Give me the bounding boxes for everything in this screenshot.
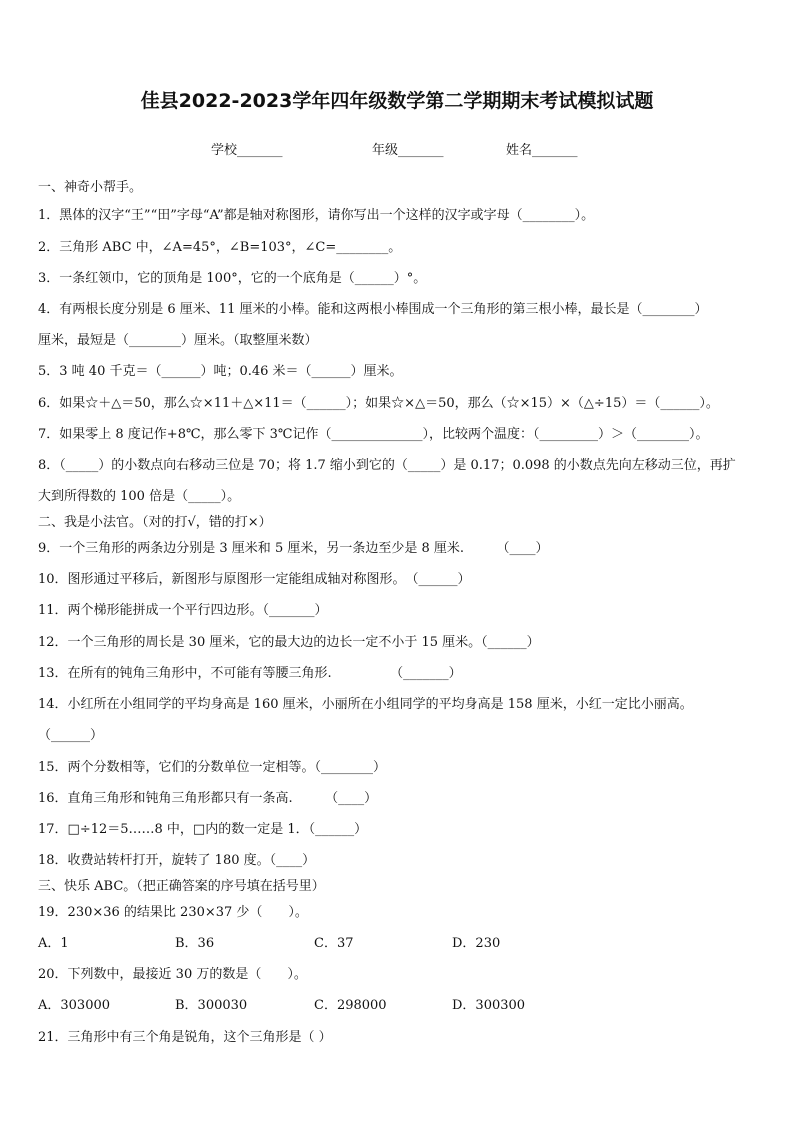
name-field: 姓名_______ [506,143,578,158]
page-title: 佳县2022-2023学年四年级数学第二学期期末考试模拟试题 [140,90,654,112]
school-field: 学校_______ [211,143,283,158]
question-20: 20．下列数中，最接近 30 万的数是（ ）。 [38,967,307,982]
question-7: 7．如果零上 8 度记作+8℃，那么零下 3℃记作（______________），比较两个温度：（_________）＞（________）。 [38,427,709,442]
grade-field: 年级_______ [372,143,444,158]
q20-option-a: A．303000 [38,998,111,1013]
q20-option-b: B．300030 [175,998,248,1013]
question-18: 18．收费站转杆打开，旋转了 180 度。（____） [38,853,316,868]
question-13: 13．在所有的钝角三角形中，不可能有等腰三角形. （_______） [38,666,462,681]
section-heading-2: 二、我是小法官。（对的打√，错的打×） [38,515,272,530]
q19-option-b: B．36 [175,936,215,951]
question-10: 10．图形通过平移后，新图形与原图形一定能组成轴对称图形。 （______） [38,572,471,587]
q20-option-c: C．298000 [314,998,387,1013]
question-14-line-1: 14．小红所在小组同学的平均身高是 160 厘米，小丽所在小组同学的平均身高是 158 厘米，小红一定比小丽高。 [38,697,693,712]
section-heading-3: 三、快乐 ABC。（把正确答案的序号填在括号里） [38,879,325,894]
question-3: 3．一条红领巾，它的顶角是 100°，它的一个底角是（______）°。 [38,271,427,286]
q19-option-d: D．230 [452,936,501,951]
question-16: 16．直角三角形和钝角三角形都只有一条高. （____） [38,791,378,806]
question-2: 2．三角形 ABC 中，∠A=45°，∠B=103°，∠C=________。 [38,240,402,255]
question-4-line-2: 厘米，最短是（________）厘米。（取整厘米数） [38,333,318,348]
q19-option-a: A．1 [38,936,69,951]
q19-option-c: C．37 [314,936,354,951]
question-5: 5．3 吨 40 千克＝（______）吨；0.46 米＝（______）厘米。 [38,364,403,379]
question-19: 19．230×36 的结果比 230×37 少（ ）。 [38,905,308,920]
question-1: 1．黑体的汉字“王”“田”字母“A”都是轴对称图形，请你写出一个这样的汉字或字母（________）。 [38,208,595,223]
question-9: 9．一个三角形的两条边分别是 3 厘米和 5 厘米，另一条边至少是 8 厘米. （____） [38,541,549,556]
question-21: 21．三角形中有三个角是锐角，这个三角形是（ ） [38,1030,332,1045]
section-heading-1: 一、神奇小帮手。 [38,180,143,195]
q20-option-d: D．300300 [452,998,526,1013]
question-12: 12．一个三角形的周长是 30 厘米，它的最大边的边长一定不小于 15 厘米。（______） [38,635,540,650]
question-4-line-1: 4．有两根长度分别是 6 厘米、11 厘米的小棒。能和这两根小棒围成一个三角形的第三根小棒，最长是（________） [38,302,708,317]
question-11: 11．两个梯形能拼成一个平行四边形。（_______） [38,603,328,618]
question-6: 6．如果☆＋△＝50，那么☆×11＋△×11＝（______）；如果☆×△＝50，那么（☆×15）×（△÷15）＝（______）。 [38,396,719,411]
question-15: 15．两个分数相等，它们的分数单位一定相等。（________） [38,760,387,775]
question-17: 17．□÷12＝5……8 中，□内的数一定是 1．（______） [38,822,368,837]
question-8-line-2: 大到所得数的 100 倍是（_____）。 [38,489,241,504]
question-8-line-1: 8．（_____）的小数点向右移动三位是 70；将 1.7 缩小到它的（_____）是 0.17；0.098 的小数点先向左移动三位，再扩 [38,458,736,473]
question-14-line-2: （______） [38,728,104,743]
